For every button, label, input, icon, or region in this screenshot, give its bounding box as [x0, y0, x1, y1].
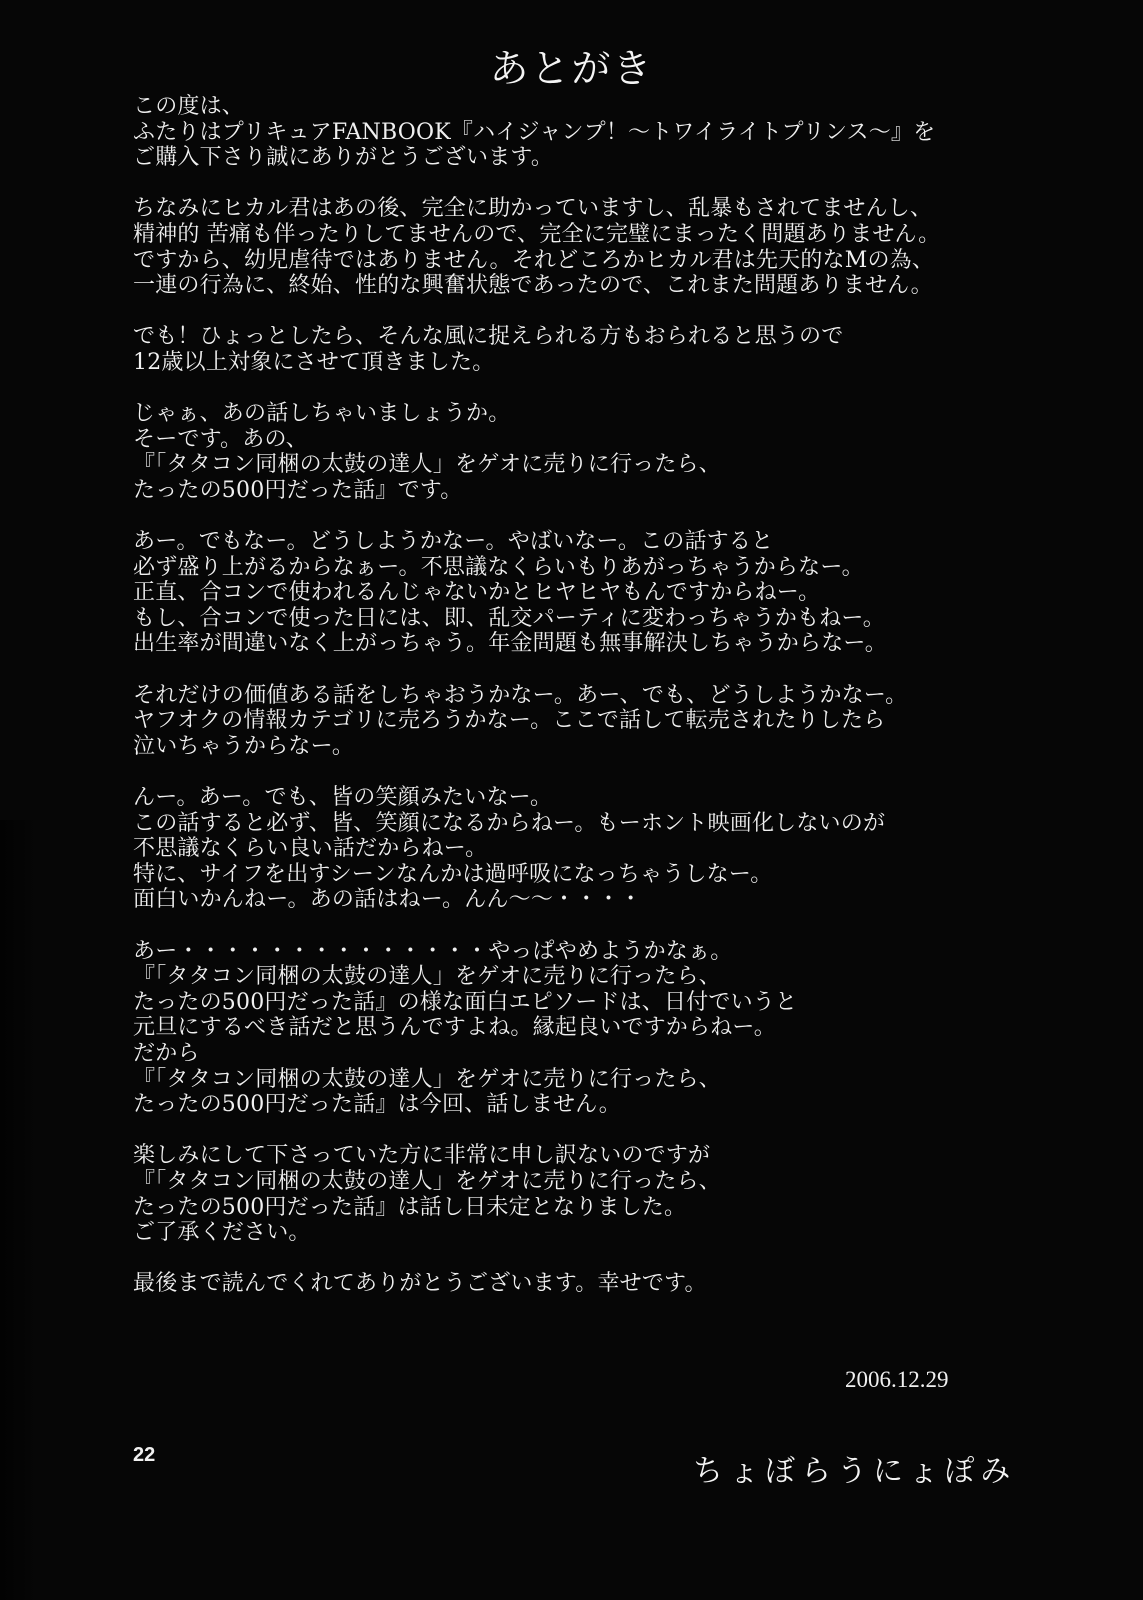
text-line: 正直、合コンで使われるんじゃないかとヒヤヒヤもんですからねー。	[133, 580, 821, 606]
text-line: たったの500円だった話』です。	[133, 477, 463, 503]
text-line: でも！ひょっとしたら、そんな風に捉えられる方もおられると思うので	[133, 324, 844, 350]
text-line: だから	[133, 1040, 200, 1066]
page-title: あとがき	[489, 47, 654, 92]
text-line: 元旦にするべき話だと思うんですよね。縁起良いですからねー。	[133, 1015, 776, 1041]
paragraph	[133, 196, 1073, 298]
text-line: あー。でもなー。どうしようかなー。やばいなー。この話すると	[133, 529, 774, 555]
text-line: 楽しみにして下さっていた方に非常に申し訳ないのですが	[133, 1143, 711, 1169]
text-line: ご購入下さり誠にありがとうございます。	[133, 145, 554, 171]
text-line: 不思議なくらい良い話だからねー。	[133, 836, 488, 862]
paragraph	[133, 1271, 1073, 1297]
text-line: たったの500円だった話』は今回、話しません。	[133, 1092, 621, 1118]
scan-edge-shadow	[0, 820, 38, 1600]
text-line: 必ず盛り上がるからなぁー。不思議なくらいもりあがっちゃうからなー。	[133, 554, 864, 580]
text-line: この度は、	[133, 94, 245, 119]
text-line: 特に、サイフを出すシーンなんかは過呼吸になっちゃうしなー。	[133, 861, 773, 887]
text-line: ですから、幼児虐待ではありません。それどころかヒカル君は先天的なMの為、	[133, 247, 935, 273]
text-line: もし、合コンで使った日には、即、乱交パーティに変わっちゃうかもねー。	[133, 605, 885, 631]
text-line: たったの500円だった話』の様な面白エピソードは、日付でいうと	[133, 989, 798, 1015]
paragraph	[133, 401, 1073, 503]
text-line: 最後まで読んでくれてありがとうございます。幸せです。	[133, 1271, 707, 1297]
paragraph	[133, 324, 1073, 375]
text-line: 12歳以上対象にさせて頂きました。	[133, 349, 495, 375]
text-line: そーです。あの、	[133, 426, 308, 452]
text-line: ヤフオクの情報カテゴリに売ろうかなー。ここで話して転売されたりしたら	[133, 708, 886, 734]
text-line: この話すると必ず、皆、笑顔になるからねー。もーホント映画化しないのが	[133, 810, 886, 836]
text-line: 泣いちゃうからなー。	[133, 733, 355, 759]
paragraph	[133, 1143, 1073, 1245]
circle-name: ちょぼらうにょぽみ	[693, 1454, 1017, 1489]
text-line: 面白いかんねー。あの話はねー。んん～～・・・・	[133, 887, 642, 913]
text-line: ご了承ください。	[133, 1220, 311, 1246]
text-line: 『「タタコン同梱の太鼓の達人」をゲオに売りに行ったら、	[133, 452, 721, 478]
text-line: 『「タタコン同梱の太鼓の達人」をゲオに売りに行ったら、	[133, 1168, 721, 1194]
afterword-body	[133, 94, 1073, 1323]
text-line: 一連の行為に、終始、性的な興奮状態であったので、これまた問題ありません。	[133, 273, 933, 299]
page-number: 22	[133, 1444, 156, 1466]
paragraph	[133, 939, 1073, 1118]
paragraph	[133, 785, 1073, 913]
paragraph	[133, 683, 1073, 760]
text-line: ふたりはプリキュアFANBOOK『ハイジャンプ！～トワイライトプリンス～』を	[133, 119, 936, 145]
text-line: んー。あー。でも、皆の笑顔みたいなー。	[133, 785, 553, 811]
paragraph	[133, 94, 1073, 171]
text-line: 出生率が間違いなく上がっちゃう。年金問題も無事解決しちゃうからなー。	[133, 631, 887, 657]
text-line: じゃぁ、あの話しちゃいましょうか。	[133, 401, 511, 427]
paragraph	[133, 529, 1073, 657]
text-line: ちなみにヒカル君はあの後、完全に助かっていますし、乱暴もされてませんし、	[133, 196, 933, 222]
text-line: 精神的 苦痛も伴ったりしてませんので、完全に完璧にまったく問題ありません。	[133, 221, 941, 247]
text-line: 『「タタコン同梱の太鼓の達人」をゲオに売りに行ったら、	[133, 1066, 721, 1092]
date-stamp: 2006.12.29	[845, 1367, 949, 1392]
text-line: あー・・・・・・・・・・・・・・やっぱやめようかなぁ。	[133, 938, 733, 964]
text-line: 『「タタコン同梱の太鼓の達人」をゲオに売りに行ったら、	[133, 964, 721, 990]
text-line: たったの500円だった話』は話し日未定となりました。	[133, 1194, 687, 1220]
text-line: それだけの価値ある話をしちゃおうかなー。あー、でも、どうしようかなー。	[133, 682, 908, 708]
